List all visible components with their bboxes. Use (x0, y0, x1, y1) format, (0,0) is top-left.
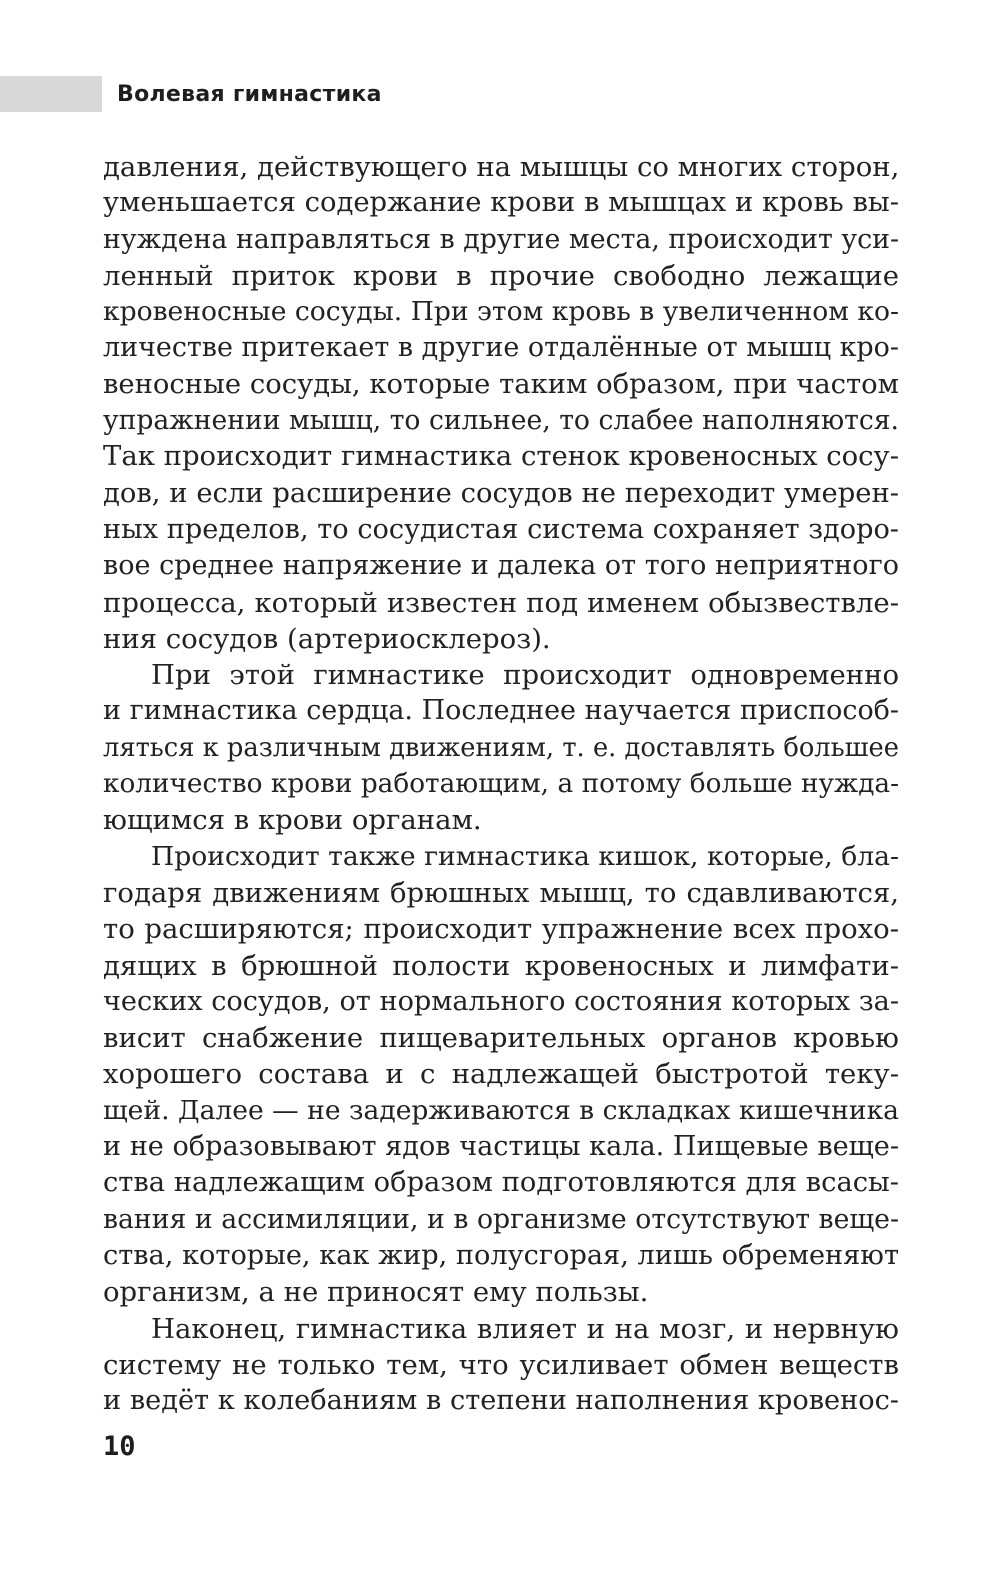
text-line: личестве притекает в другие отдалённые от мышц кро- (103, 332, 899, 364)
paragraph (103, 657, 899, 838)
text-line: уменьшается содержание крови в мышцах и кровь вы- (103, 187, 899, 219)
text-line: висит снабжение пищеварительных органов кровью (103, 1022, 899, 1055)
text-line: Наконец, гимнастика влияет и на мозг, и нервную (151, 1312, 899, 1345)
text-line: ния сосудов (артериосклероз). (103, 622, 551, 655)
text-line: и не образовывают ядов частицы кала. Пищевые веще- (103, 1131, 899, 1163)
text-line: и ведёт к колебаниям в степени наполнения кровенос- (103, 1385, 899, 1417)
text-line: годаря движениям брюшных мышц, то сдавливаются, (103, 876, 899, 909)
text-line: количество крови работающим, а потому больше нужда- (103, 769, 899, 800)
running-head-title: Волевая гимнастика (117, 82, 382, 107)
text-line: вания и ассимиляции, и в организме отсутствуют веще- (103, 1203, 899, 1235)
text-line: процесса, который известен под именем обызвествле- (103, 586, 899, 619)
text-line: щей. Далее — не задерживаются в складках кишечника (103, 1094, 899, 1126)
text-line: упражнении мышц, то сильнее, то слабее наполняются. (103, 405, 899, 437)
text-line: организм, а не приносят ему пользы. (103, 1276, 649, 1309)
paragraph (103, 839, 899, 1311)
text-line: хорошего состава и с надлежащей быстротой теку- (103, 1058, 899, 1091)
text-line: дов, и если расширение сосудов не переходит умерен- (103, 477, 899, 509)
text-line: и гимнастика сердца. Последнее научается приспособ- (103, 695, 899, 727)
text-line: ства надлежащим образом подготовляются для всасы- (103, 1167, 899, 1199)
text-line: ческих сосудов, от нормального состояния которых за- (103, 985, 899, 1017)
running-head-bar (0, 76, 102, 112)
text-line: При этой гимнастике происходит одновременно (151, 659, 899, 692)
page-number: 10 (103, 1431, 136, 1462)
text-line: ных пределов, то сосудистая система сохраняет здоро- (103, 513, 899, 545)
paragraph (103, 149, 899, 657)
text-line: ства, которые, как жир, полусгорая, лишь обременяют (103, 1239, 899, 1271)
text-line: Так происходит гимнастика стенок кровеносных сосу- (103, 441, 899, 473)
text-line: веносные сосуды, которые таким образом, при частом (103, 368, 899, 400)
paragraph (103, 1311, 899, 1420)
text-line: нуждена направляться в другие места, происходит уси- (103, 223, 899, 255)
text-line: давления, действующего на мышцы со многих сторон, (103, 151, 900, 183)
text-line: систему не только тем, что усиливает обмен веществ (103, 1348, 899, 1381)
text-line: ленный приток крови в прочие свободно лежащие (103, 259, 899, 292)
text-line: Происходит также гимнастика кишок, которые, бла- (151, 840, 899, 872)
text-line: кровеносные сосуды. При этом кровь в увеличенном ко- (103, 296, 899, 328)
text-line: ляться к различным движениям, т. е. доставлять большее (103, 732, 899, 763)
text-line: ющимся в крови органам. (103, 804, 482, 837)
page-body (103, 149, 899, 1419)
text-line: то расширяются; происходит упражнение всех прохо- (103, 913, 899, 946)
text-line: дящих в брюшной полости кровеносных и лимфати- (103, 949, 899, 982)
text-line: вое среднее напряжение и далека от того неприятного (103, 550, 899, 582)
